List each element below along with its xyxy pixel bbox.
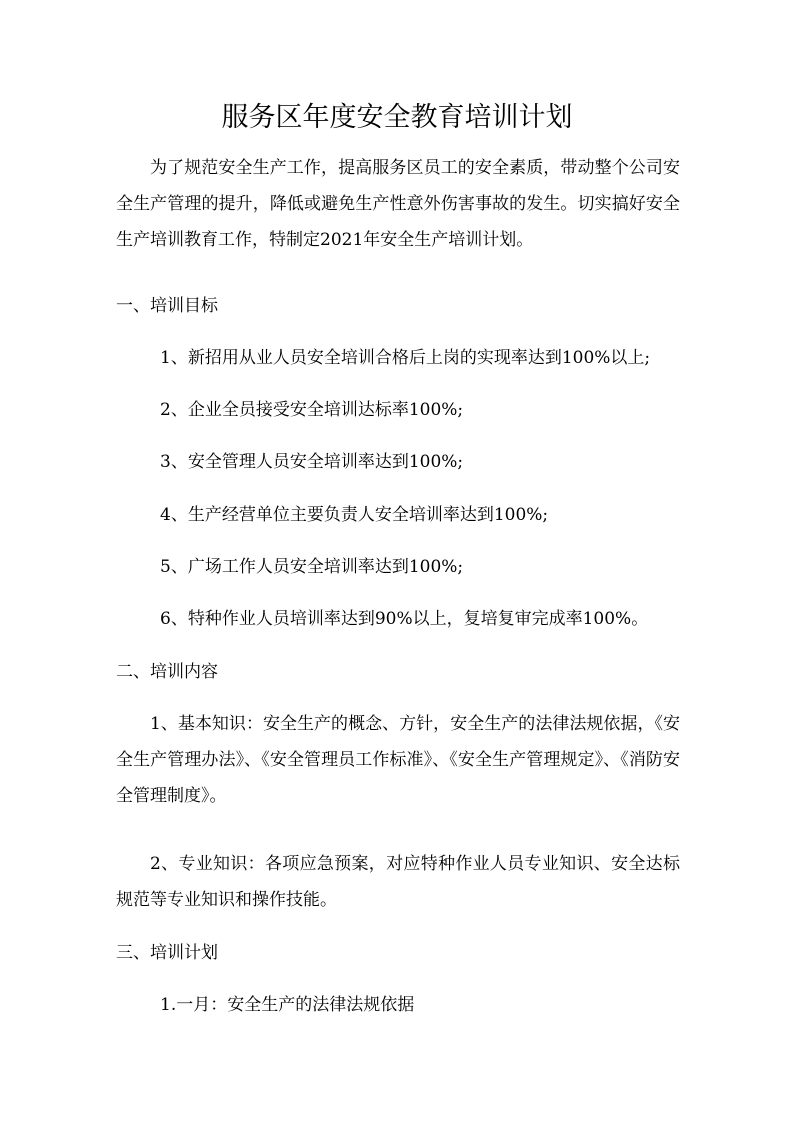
plan-item: 1.一月：安全生产的法律法规依据 (160, 995, 415, 1015)
goal-item: 5、广场工作人员安全培训率达到100%; (160, 557, 464, 577)
intro-paragraph: 为了规范安全生产工作，提高服务区员工的安全素质，带动整个公司安全生产管理的提升，降低或避免生产性意外伤害事故的发生。切实搞好安全生产培训教育工作，特制定2021年安全生产培训计划。 (116, 158, 680, 250)
section-heading-content: 二、培训内容 (116, 662, 218, 682)
goal-item: 4、生产经营单位主要负责人安全培训率达到100%; (160, 505, 549, 525)
goal-item: 6、特种作业人员培训率达到90%以上，复培复审完成率100%。 (160, 609, 649, 629)
goal-item: 3、安全管理人员安全培训率达到100%; (160, 452, 464, 472)
section-heading-plan: 三、培训计划 (116, 943, 218, 963)
content-paragraph-basic: 1、基本知识：安全生产的概念、方针，安全生产的法律法规依据，《安全生产管理办法》、《安全管理员工作标准》、《安全生产管理规定》、《消防安全管理制度》。 (116, 714, 680, 806)
content-paragraph-professional: 2、专业知识：各项应急预案，对应特种作业人员专业知识、安全达标规范等专业知识和操作技能。 (116, 854, 680, 910)
goal-item: 1、新招用从业人员安全培训合格后上岗的实现率达到100%以上; (160, 348, 651, 368)
goal-item: 2、企业全员接受安全培训达标率100%; (160, 400, 464, 420)
page-title: 服务区年度安全教育培训计划 (221, 102, 573, 133)
section-heading-goals: 一、培训目标 (116, 296, 218, 316)
